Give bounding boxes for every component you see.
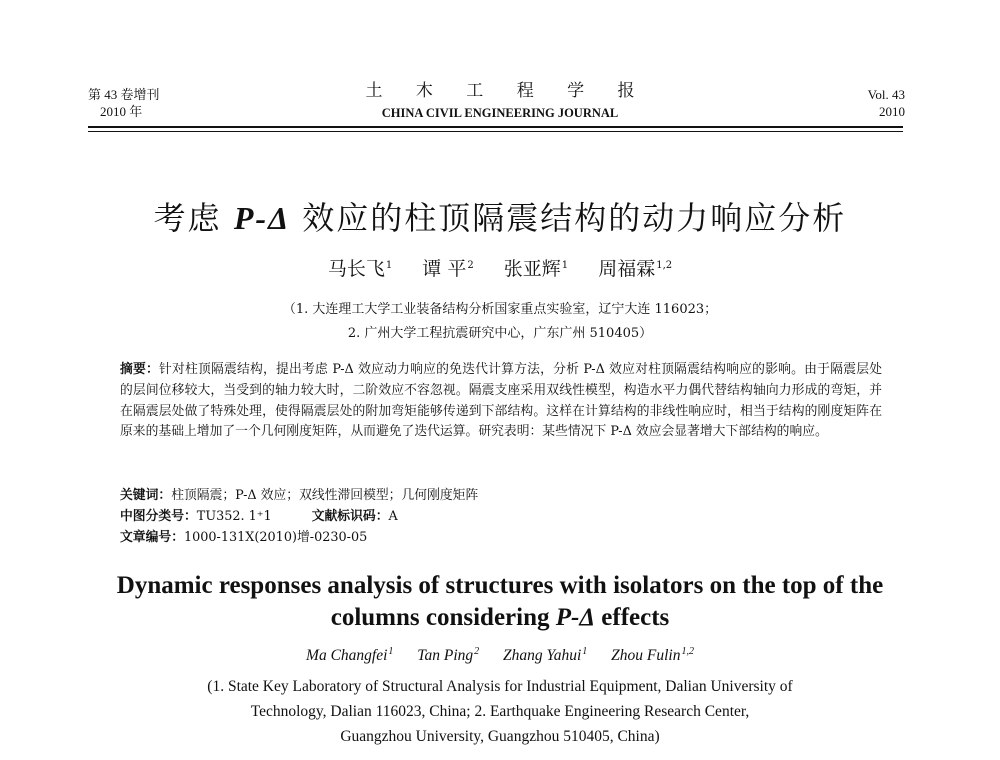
affiliation-line: Technology, Dalian 116023, China; 2. Earthquake Engineering Research Center, bbox=[250, 703, 750, 720]
affiliations-cn bbox=[0, 298, 1000, 346]
author-affil-mark: 1 bbox=[388, 645, 394, 657]
author-cn bbox=[328, 258, 392, 280]
header-rule-thin bbox=[88, 131, 903, 132]
title-en-part: effects bbox=[595, 604, 670, 631]
title-en-line2 bbox=[0, 602, 1000, 634]
author-en bbox=[503, 647, 587, 664]
title-cn-p-delta: P-Δ bbox=[233, 200, 291, 236]
author-cn bbox=[422, 258, 473, 280]
abstract-label: 摘要： bbox=[120, 362, 160, 377]
classification-line bbox=[120, 507, 398, 527]
author-name: 张亚辉 bbox=[503, 258, 561, 280]
clc-value: TU352. 1⁺1 bbox=[196, 509, 272, 524]
title-cn-part1: 考虑 bbox=[153, 199, 234, 237]
doc-code-value: A bbox=[388, 509, 398, 524]
article-number-line bbox=[120, 528, 367, 548]
year-en: 2010 bbox=[879, 104, 905, 119]
volume-cn: 第 43 卷增刊 bbox=[88, 87, 160, 102]
header-rule-thick bbox=[88, 126, 903, 128]
author-affil-mark: 1 bbox=[582, 645, 588, 657]
keywords-label: 关键词： bbox=[120, 488, 172, 503]
author-name: Zhang Yahui bbox=[503, 647, 582, 664]
affiliation-line: （1. 大连理工大学工业装备结构分析国家重点实验室，辽宁大连 116023； bbox=[282, 302, 718, 317]
author-en bbox=[611, 647, 694, 664]
keywords-text: 柱顶隔震；P-Δ 效应；双线性滞回模型；几何刚度矩阵 bbox=[171, 488, 479, 503]
keywords-cn bbox=[120, 486, 478, 506]
title-en-line1: Dynamic responses analysis of structures with isolators on the top of the bbox=[116, 572, 884, 599]
journal-name-en: CHINA CIVIL ENGINEERING JOURNAL bbox=[381, 106, 619, 120]
affiliation-line: Guangzhou University, Guangzhou 510405, China) bbox=[340, 728, 660, 745]
running-header-right bbox=[868, 86, 905, 120]
affiliations-en bbox=[130, 674, 870, 749]
affiliation-line: 2. 广州大学工程抗震研究中心，广东广州 510405） bbox=[347, 326, 653, 341]
author-name: Ma Changfei bbox=[306, 647, 388, 664]
article-number-label: 文章编号： bbox=[120, 530, 184, 545]
paper-title-cn bbox=[0, 196, 1000, 240]
author-en bbox=[306, 647, 393, 664]
article-number-value: 1000-131X(2010)增-0230-05 bbox=[183, 530, 368, 545]
doc-code-label: 文献标识码： bbox=[311, 509, 389, 524]
author-cn bbox=[504, 258, 568, 280]
author-name: Tan Ping bbox=[417, 647, 474, 664]
author-cn bbox=[598, 258, 672, 280]
author-list-en bbox=[0, 645, 1000, 667]
author-en bbox=[417, 647, 479, 664]
author-name: 谭 平 bbox=[422, 258, 467, 280]
clc-label: 中图分类号： bbox=[120, 509, 197, 524]
paper-title-en bbox=[0, 570, 1000, 634]
abstract-cn bbox=[120, 360, 882, 443]
author-affil-mark: 1 bbox=[385, 259, 393, 271]
author-affil-mark: 2 bbox=[467, 259, 474, 271]
author-name: Zhou Fulin bbox=[611, 647, 681, 664]
author-affil-mark: 1,2 bbox=[656, 259, 673, 271]
abstract-text: 针对柱顶隔震结构，提出考虑 P-Δ 效应动力响应的免迭代计算方法，分析 P-Δ 效应对柱顶隔震结构响应的影响。由于隔震层处的层间位移较大，当受到的轴力较大时，二阶效应不容忽视。隔震支座采用双线性模型，构造水平力偶代替结构轴向力形成的弯矩，并在隔震层处做了特殊处理，使得隔震层处的附加弯矩能够传递到下部结构。这样在计算结构的非线性响应时，相当于结构的刚度矩阵在原来的基础上增加了一个几何刚度矩阵，从而避免了迭代运算。研究表明：某些情况下 P-Δ 效应会显著增大下部结构的响应。 bbox=[120, 362, 882, 440]
volume-en: Vol. 43 bbox=[867, 87, 905, 102]
journal-name-cn: 土 木 工 程 学 报 bbox=[365, 81, 649, 101]
title-en-p-delta: P-Δ bbox=[555, 604, 596, 631]
year-cn: 2010 年 bbox=[100, 104, 143, 119]
author-affil-mark: 1 bbox=[561, 259, 569, 271]
journal-name bbox=[0, 80, 1000, 122]
author-list-cn bbox=[0, 255, 1000, 283]
title-cn-part2: 效应的柱顶隔震结构的动力响应分析 bbox=[290, 199, 847, 237]
author-name: 马长飞 bbox=[327, 258, 385, 280]
author-name: 周福霖 bbox=[598, 258, 656, 280]
author-affil-mark: 1,2 bbox=[681, 645, 694, 657]
author-affil-mark: 2 bbox=[474, 645, 480, 657]
title-en-part: columns considering bbox=[330, 604, 556, 631]
affiliation-line: (1. State Key Laboratory of Structural Analysis for Industrial Equipment, Dalian University of bbox=[207, 678, 793, 695]
